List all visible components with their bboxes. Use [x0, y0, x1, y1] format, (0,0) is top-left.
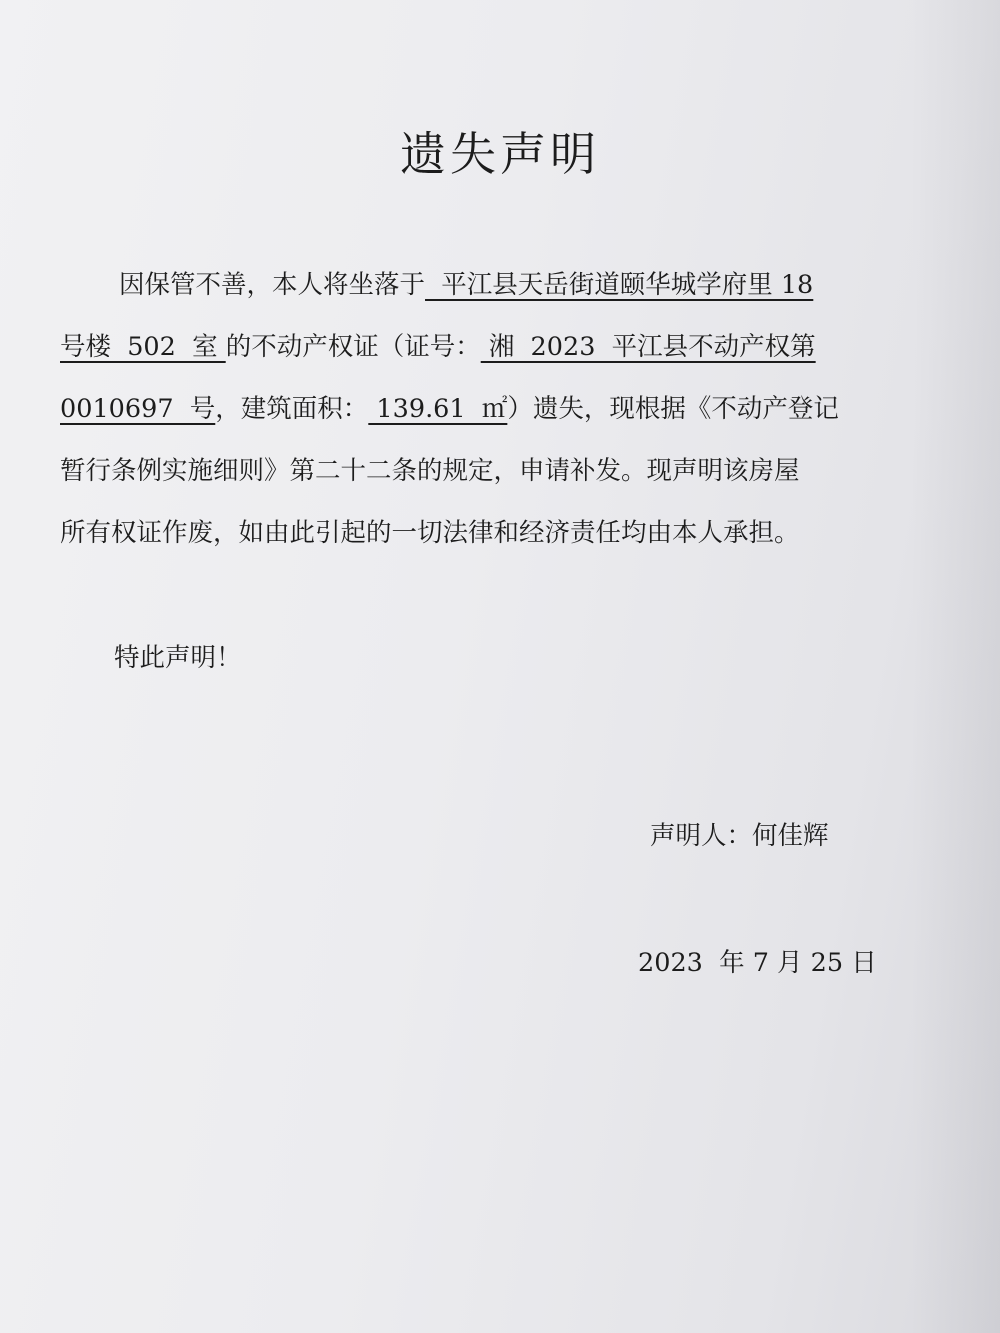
declaration-date: 2023 年 7 月 25 日 — [638, 948, 877, 978]
paragraph-line-2 — [60, 329, 885, 365]
line3-text1: ，建筑面积： — [215, 394, 369, 424]
address-field-part2: 号楼 502 室 — [60, 332, 226, 362]
address-field-part1: 平江县天岳街道颐华城学府里 18 — [425, 270, 814, 300]
paragraph-line-1 — [119, 267, 884, 303]
document-title: 遗失声明 — [400, 127, 600, 181]
paragraph-line-5: 所有权证作废，如由此引起的一切法律和经济责任均由本人承担。 — [60, 518, 800, 548]
page-shadow — [910, 0, 1000, 1333]
declarant-signature: 声明人：何佳辉 — [650, 821, 829, 851]
line3-text2: ）遗失，现根据《不动产登记 — [507, 394, 839, 424]
line2-text: 的不动产权证（证号： — [225, 332, 481, 362]
closing-statement: 特此声明！ — [114, 643, 242, 673]
building-area-field: 139.61 ㎡ — [368, 394, 508, 424]
paragraph-line-3 — [60, 391, 885, 427]
certificate-number-part1: 湘 2023 平江县不动产权第 — [480, 332, 816, 362]
line1-prefix: 因保管不善，本人将坐落于 — [119, 270, 426, 300]
paragraph-line-4: 暂行条例实施细则》第二十二条的规定，申请补发。现声明该房屋 — [60, 456, 800, 486]
certificate-number-part2: 0010697 号 — [60, 394, 216, 424]
